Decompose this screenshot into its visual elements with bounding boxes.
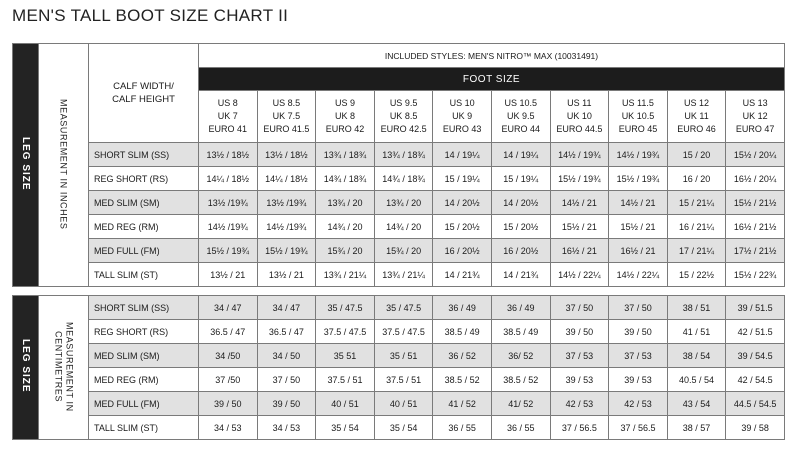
size-value-cell: 14½ / 21	[609, 191, 668, 215]
size-header-cell: US 11 UK 10 EURO 44.5	[550, 91, 609, 143]
size-value-cell: 15½ / 19¾	[257, 239, 316, 263]
size-value-cell: 13½ /19¾	[199, 191, 258, 215]
size-header-cell: US 10.5 UK 9.5 EURO 44	[491, 91, 550, 143]
size-value-cell: 15½ / 21	[550, 215, 609, 239]
size-value-cell: 14½ / 19¾	[550, 143, 609, 167]
size-value-cell: 14¾ / 18¾	[316, 167, 375, 191]
size-value-cell: 37 / 50	[609, 296, 668, 320]
size-value-cell: 34 / 53	[257, 416, 316, 440]
included-styles: INCLUDED STYLES: MEN'S NITRO™ MAX (10031491)	[199, 44, 785, 68]
size-header-cell: US 12 UK 11 EURO 46	[667, 91, 726, 143]
size-value-cell: 36 / 49	[433, 296, 492, 320]
row-label: SHORT SLIM (SS)	[89, 296, 199, 320]
size-value-cell: 37 /50	[199, 368, 258, 392]
size-value-cell: 16 / 21¼	[667, 215, 726, 239]
size-value-cell: 43 / 54	[667, 392, 726, 416]
size-value-cell: 15 / 21¼	[667, 191, 726, 215]
size-value-cell: 39 / 50	[550, 320, 609, 344]
size-value-cell: 13¾ / 20	[316, 191, 375, 215]
size-value-cell: 35 51	[316, 344, 375, 368]
size-value-cell: 15½ / 21	[609, 215, 668, 239]
size-value-cell: 37 / 56.5	[550, 416, 609, 440]
size-value-cell: 17½ / 21½	[726, 239, 785, 263]
size-value-cell: 15½ / 21½	[726, 191, 785, 215]
table-row	[13, 368, 785, 392]
row-label: MED SLIM (SM)	[89, 344, 199, 368]
leg-size-label: LEG SIZE	[13, 296, 39, 440]
size-value-cell: 14½ /19¾	[257, 215, 316, 239]
calf-header: CALF WIDTH/ CALF HEIGHT	[89, 44, 199, 143]
size-value-cell: 14 / 19¼	[433, 143, 492, 167]
size-header-cell: US 8.5 UK 7.5 EURO 41.5	[257, 91, 316, 143]
size-value-cell: 37.5 / 47.5	[316, 320, 375, 344]
row-label: REG SHORT (RS)	[89, 320, 199, 344]
size-value-cell: 13¾ / 21¼	[316, 263, 375, 287]
size-value-cell: 17 / 21¼	[667, 239, 726, 263]
size-value-cell: 15 / 20½	[433, 215, 492, 239]
size-value-cell: 16 / 20½	[491, 239, 550, 263]
size-value-cell: 13¾ / 18¾	[316, 143, 375, 167]
size-value-cell: 40.5 / 54	[667, 368, 726, 392]
size-value-cell: 36 / 55	[433, 416, 492, 440]
table-row	[13, 215, 785, 239]
size-header-cell: US 13 UK 12 EURO 47	[726, 91, 785, 143]
size-value-cell: 14¼ / 18½	[257, 167, 316, 191]
size-value-cell: 14½ /19¾	[199, 215, 258, 239]
size-header-cell: US 8 UK 7 EURO 41	[199, 91, 258, 143]
size-value-cell: 37.5 / 51	[316, 368, 375, 392]
size-value-cell: 15 / 20	[667, 143, 726, 167]
size-value-cell: 38.5 / 52	[491, 368, 550, 392]
size-value-cell: 44.5 / 54.5	[726, 392, 785, 416]
size-value-cell: 37 / 53	[609, 344, 668, 368]
row-label: TALL SLIM (ST)	[89, 263, 199, 287]
size-value-cell: 14¼ / 18½	[199, 167, 258, 191]
size-value-cell: 42 / 53	[609, 392, 668, 416]
size-value-cell: 14¾ / 20	[316, 215, 375, 239]
table-row	[13, 296, 785, 320]
size-value-cell: 41/ 52	[491, 392, 550, 416]
centimetres-size-table	[12, 295, 785, 440]
size-value-cell: 15½ / 19¾	[550, 167, 609, 191]
size-value-cell: 14¾ / 20	[374, 215, 433, 239]
size-value-cell: 36 / 49	[491, 296, 550, 320]
size-value-cell: 13¾ / 20	[374, 191, 433, 215]
size-value-cell: 15 / 19¼	[491, 167, 550, 191]
size-value-cell: 34 / 53	[199, 416, 258, 440]
size-value-cell: 14½ / 22¼	[609, 263, 668, 287]
size-value-cell: 13½ / 18½	[199, 143, 258, 167]
size-value-cell: 39 / 58	[726, 416, 785, 440]
size-value-cell: 39 / 51.5	[726, 296, 785, 320]
size-value-cell: 38 / 57	[667, 416, 726, 440]
size-value-cell: 15 / 19¼	[433, 167, 492, 191]
row-label: MED SLIM (SM)	[89, 191, 199, 215]
size-header-cell: US 9.5 UK 8.5 EURO 42.5	[374, 91, 433, 143]
size-value-cell: 36 / 52	[433, 344, 492, 368]
page-title: MEN'S TALL BOOT SIZE CHART II	[12, 6, 289, 25]
size-value-cell: 34 / 47	[257, 296, 316, 320]
inches-size-table	[12, 43, 785, 287]
size-value-cell: 16½ / 21½	[726, 215, 785, 239]
row-label: TALL SLIM (ST)	[89, 416, 199, 440]
size-value-cell: 39 / 50	[609, 320, 668, 344]
row-label: MED REG (RM)	[89, 368, 199, 392]
row-label: REG SHORT (RS)	[89, 167, 199, 191]
size-value-cell: 14 / 20½	[433, 191, 492, 215]
size-value-cell: 13¾ / 21¼	[374, 263, 433, 287]
size-value-cell: 40 / 51	[374, 392, 433, 416]
size-value-cell: 38 / 54	[667, 344, 726, 368]
size-value-cell: 36 / 55	[491, 416, 550, 440]
size-value-cell: 36/ 52	[491, 344, 550, 368]
size-header-cell: US 10 UK 9 EURO 43	[433, 91, 492, 143]
table-row	[13, 320, 785, 344]
size-value-cell: 37.5 / 51	[374, 368, 433, 392]
table-row	[13, 191, 785, 215]
size-value-cell: 14 / 21¾	[491, 263, 550, 287]
size-value-cell: 15½ / 19¾	[199, 239, 258, 263]
size-value-cell: 16½ / 20¼	[726, 167, 785, 191]
size-value-cell: 37.5 / 47.5	[374, 320, 433, 344]
size-value-cell: 39 / 54.5	[726, 344, 785, 368]
size-value-cell: 15¾ / 20	[316, 239, 375, 263]
size-value-cell: 13¾ / 18¾	[374, 143, 433, 167]
row-label: MED FULL (FM)	[89, 392, 199, 416]
size-value-cell: 35 / 47.5	[316, 296, 375, 320]
size-value-cell: 34 / 47	[199, 296, 258, 320]
size-header-cell: US 9 UK 8 EURO 42	[316, 91, 375, 143]
size-value-cell: 15¾ / 20	[374, 239, 433, 263]
size-value-cell: 16½ / 21	[609, 239, 668, 263]
size-value-cell: 35 / 51	[374, 344, 433, 368]
size-value-cell: 40 / 51	[316, 392, 375, 416]
size-value-cell: 13½ / 18½	[257, 143, 316, 167]
size-value-cell: 15 / 20½	[491, 215, 550, 239]
size-value-cell: 41 / 52	[433, 392, 492, 416]
size-value-cell: 15 / 22½	[667, 263, 726, 287]
size-value-cell: 14 / 19¼	[491, 143, 550, 167]
table-row	[13, 143, 785, 167]
table-row	[13, 392, 785, 416]
foot-size-header: FOOT SIZE	[199, 68, 785, 91]
size-value-cell: 39 / 50	[257, 392, 316, 416]
size-value-cell: 39 / 53	[550, 368, 609, 392]
size-value-cell: 42 / 51.5	[726, 320, 785, 344]
size-value-cell: 14½ / 19¾	[609, 143, 668, 167]
size-value-cell: 42 / 54.5	[726, 368, 785, 392]
table-row	[13, 167, 785, 191]
size-value-cell: 15½ / 19¾	[609, 167, 668, 191]
size-value-cell: 15½ / 22¾	[726, 263, 785, 287]
size-value-cell: 34 /50	[199, 344, 258, 368]
size-value-cell: 16 / 20	[667, 167, 726, 191]
size-value-cell: 38.5 / 49	[491, 320, 550, 344]
size-value-cell: 38.5 / 49	[433, 320, 492, 344]
size-value-cell: 15½ / 20¼	[726, 143, 785, 167]
size-value-cell: 14 / 21¾	[433, 263, 492, 287]
size-value-cell: 13½ / 21	[199, 263, 258, 287]
size-value-cell: 14½ / 21	[550, 191, 609, 215]
size-value-cell: 39 / 53	[609, 368, 668, 392]
size-value-cell: 35 / 54	[316, 416, 375, 440]
size-value-cell: 13½ /19¾	[257, 191, 316, 215]
size-value-cell: 36.5 / 47	[257, 320, 316, 344]
size-value-cell: 41 / 51	[667, 320, 726, 344]
size-value-cell: 16½ / 21	[550, 239, 609, 263]
size-value-cell: 37 / 53	[550, 344, 609, 368]
table-row	[13, 416, 785, 440]
size-value-cell: 39 / 50	[199, 392, 258, 416]
row-label: SHORT SLIM (SS)	[89, 143, 199, 167]
size-value-cell: 37 / 50	[550, 296, 609, 320]
row-label: MED REG (RM)	[89, 215, 199, 239]
row-label: MED FULL (FM)	[89, 239, 199, 263]
unit-label-centimetres: MEASUREMENT IN CENTIMETRES	[39, 296, 89, 440]
size-value-cell: 42 / 53	[550, 392, 609, 416]
size-value-cell: 13½ / 21	[257, 263, 316, 287]
size-value-cell: 35 / 47.5	[374, 296, 433, 320]
size-value-cell: 38.5 / 52	[433, 368, 492, 392]
size-header-cell: US 11.5 UK 10.5 EURO 45	[609, 91, 668, 143]
size-value-cell: 14¾ / 18¾	[374, 167, 433, 191]
size-value-cell: 37 / 50	[257, 368, 316, 392]
table-row	[13, 239, 785, 263]
size-value-cell: 34 / 50	[257, 344, 316, 368]
leg-size-label: LEG SIZE	[13, 44, 39, 287]
table-row	[13, 263, 785, 287]
table-row	[13, 344, 785, 368]
size-value-cell: 38 / 51	[667, 296, 726, 320]
size-value-cell: 14 / 20½	[491, 191, 550, 215]
size-value-cell: 35 / 54	[374, 416, 433, 440]
unit-label-inches: MEASUREMENT IN INCHES	[39, 44, 89, 287]
size-value-cell: 16 / 20½	[433, 239, 492, 263]
size-value-cell: 36.5 / 47	[199, 320, 258, 344]
size-value-cell: 14½ / 22¼	[550, 263, 609, 287]
size-value-cell: 37 / 56.5	[609, 416, 668, 440]
